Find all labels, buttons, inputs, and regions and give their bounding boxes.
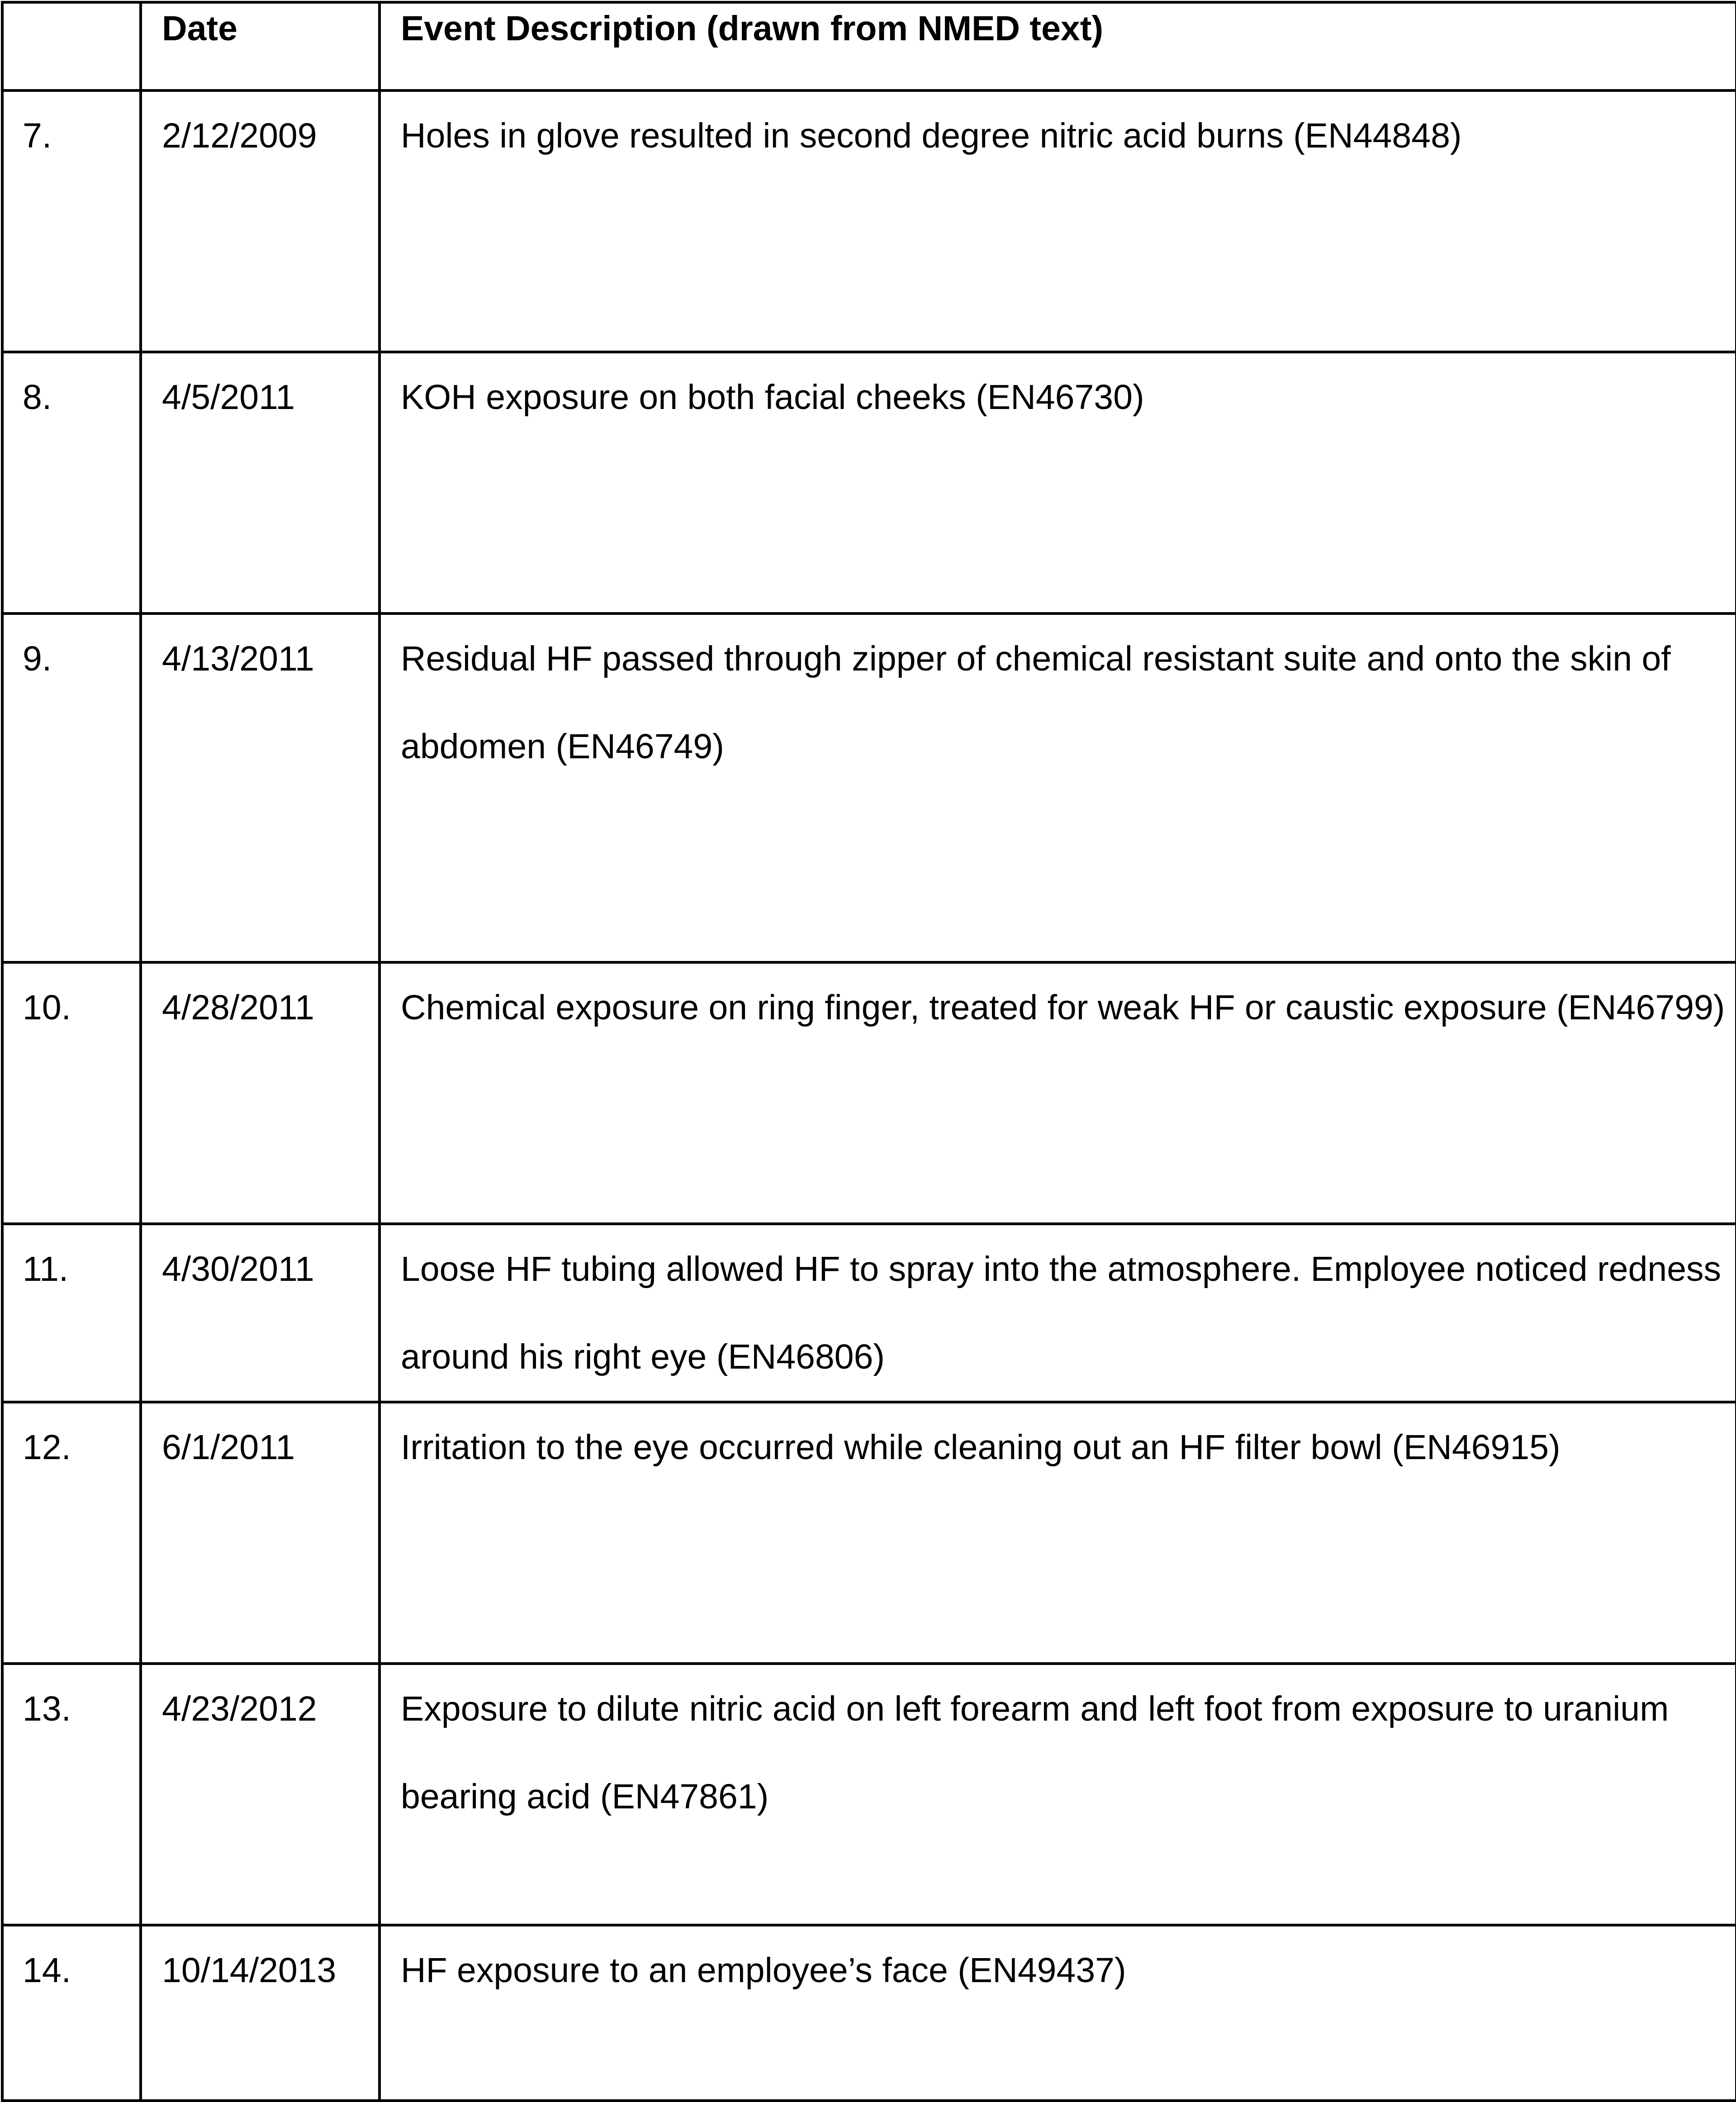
header-row	[2, 2, 1736, 90]
row-date: 2/12/2009	[141, 90, 379, 352]
table-row	[2, 1402, 1736, 1664]
row-number: 8.	[2, 352, 141, 613]
row-date: 4/23/2012	[141, 1664, 379, 1925]
header-number	[2, 2, 141, 90]
table-row	[2, 962, 1736, 1224]
row-number: 9.	[2, 613, 141, 962]
row-number: 12.	[2, 1402, 141, 1664]
table-body	[2, 90, 1736, 2101]
table-row	[2, 352, 1736, 613]
table-row	[2, 613, 1736, 962]
row-description: Holes in glove resulted in second degree nitric acid burns (EN44848)	[379, 90, 1736, 352]
row-description: HF exposure to an employee’s face (EN49437)	[379, 1925, 1736, 2101]
row-date: 6/1/2011	[141, 1402, 379, 1664]
row-number: 14.	[2, 1925, 141, 2101]
row-description: Loose HF tubing allowed HF to spray into the atmosphere. Employee noticed redness around his right eye (EN46806)	[379, 1224, 1736, 1402]
row-description: Residual HF passed through zipper of chemical resistant suite and onto the skin of abdomen (EN46749)	[379, 613, 1736, 962]
table-row	[2, 1664, 1736, 1925]
row-date: 4/5/2011	[141, 352, 379, 613]
header-description: Event Description (drawn from NMED text)	[379, 2, 1736, 90]
row-description: Irritation to the eye occurred while cleaning out an HF filter bowl (EN46915)	[379, 1402, 1736, 1664]
table-row	[2, 1925, 1736, 2101]
header-date: Date	[141, 2, 379, 90]
table-header	[2, 2, 1736, 90]
row-description: Chemical exposure on ring finger, treated for weak HF or caustic exposure (EN46799)	[379, 962, 1736, 1224]
row-number: 13.	[2, 1664, 141, 1925]
row-description: KOH exposure on both facial cheeks (EN46730)	[379, 352, 1736, 613]
table-row	[2, 90, 1736, 352]
row-number: 11.	[2, 1224, 141, 1402]
row-date: 4/28/2011	[141, 962, 379, 1224]
row-date: 10/14/2013	[141, 1925, 379, 2101]
row-number: 7.	[2, 90, 141, 352]
table-row	[2, 1224, 1736, 1402]
row-date: 4/13/2011	[141, 613, 379, 962]
row-number: 10.	[2, 962, 141, 1224]
row-date: 4/30/2011	[141, 1224, 379, 1402]
events-table	[1, 1, 1736, 2102]
row-description: Exposure to dilute nitric acid on left forearm and left foot from exposure to uranium bearing acid (EN47861)	[379, 1664, 1736, 1925]
